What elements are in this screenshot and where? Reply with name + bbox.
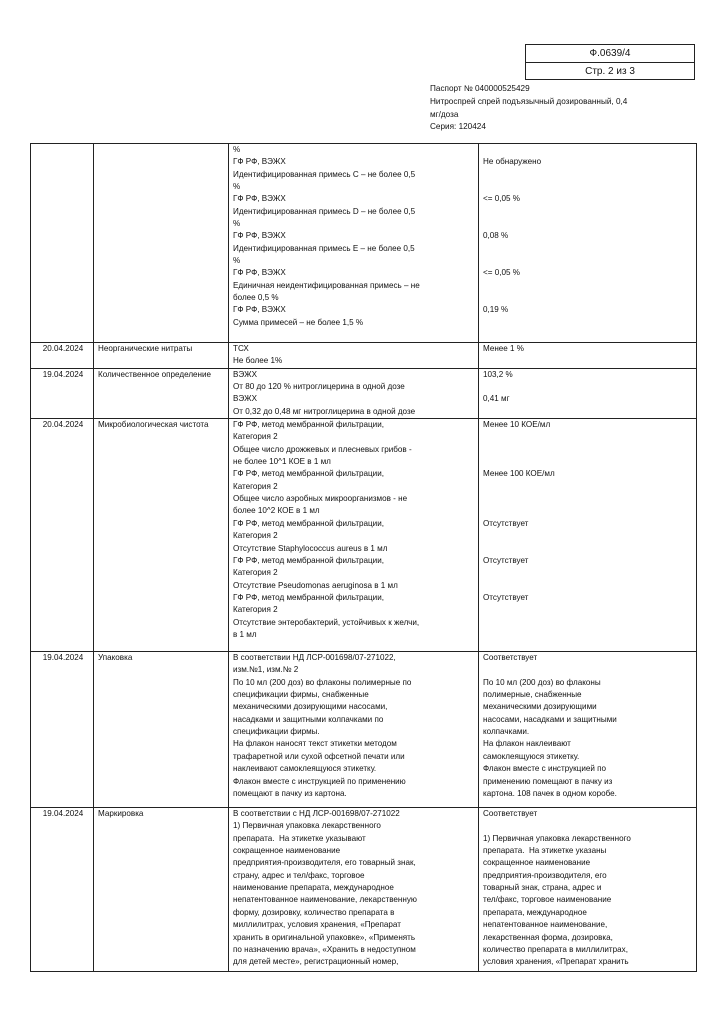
test-specification (229, 343, 479, 369)
spec-line: ГФ РФ, ВЭЖХ (233, 231, 286, 241)
spec-line: % (233, 182, 241, 192)
result-line (483, 255, 694, 267)
result-line: Флакон вместе с инструкцией по (483, 764, 606, 774)
test-result (479, 368, 697, 418)
result-line (483, 206, 694, 218)
result-line (483, 543, 694, 555)
test-specification (229, 144, 479, 343)
result-line (483, 169, 694, 181)
table-row (31, 419, 697, 652)
spec-line: непатентованное наименование, лекарственную (233, 895, 417, 905)
test-name: Упаковка (94, 652, 229, 808)
test-result (479, 652, 697, 808)
result-line (483, 629, 694, 641)
spec-line: Не более 1% (233, 356, 283, 366)
result-line (483, 481, 694, 493)
result-line (483, 280, 694, 292)
result-line (483, 456, 694, 468)
test-specification (229, 808, 479, 972)
spec-line: миллилитрах, условия хранения, «Препарат (233, 920, 401, 930)
result-line: картона. 108 пачек в одном коробе. (483, 788, 617, 798)
spec-line: Отсутствие Pseudomonas aeruginosa в 1 мл (233, 580, 398, 590)
page-number: Стр. 2 из 3 (585, 66, 635, 77)
result-line (483, 406, 694, 418)
spec-line: наклеивают самоклеящуюся этикетку. (233, 764, 377, 774)
spec-line: форму, дозировку, количество препарата в (233, 907, 395, 917)
spec-line: ВЭЖХ (233, 369, 257, 379)
result-line: <= 0,05 % (483, 194, 520, 204)
result-line: Не обнаружено (483, 157, 542, 167)
result-line (483, 493, 694, 505)
result-line: насосами, насадками и защитными (483, 714, 617, 724)
test-date: 19.04.2024 (31, 808, 94, 972)
result-line: условия хранения, «Препарат хранить (483, 957, 629, 967)
test-name: Микробиологическая чистота (94, 419, 229, 652)
result-line: колпачками. (483, 727, 530, 737)
passport-number: Паспорт № 040000525429 (430, 84, 530, 93)
result-line (483, 820, 694, 832)
spec-line: помещают в пачку из картона. (233, 788, 347, 798)
test-date: 19.04.2024 (31, 368, 94, 418)
passport-header (430, 83, 660, 134)
result-line (483, 604, 694, 616)
result-line (483, 617, 694, 629)
result-line: Менее 100 КОЕ/мл (483, 469, 555, 479)
spec-line: наименование препарата, международное (233, 883, 394, 893)
result-line: тел/факс, торговое наименование (483, 895, 612, 905)
spec-line: трафаретной или сухой офсетной печати или (233, 751, 405, 761)
result-line (483, 664, 694, 676)
result-line (483, 243, 694, 255)
result-line (483, 292, 694, 304)
test-results-table (30, 143, 697, 972)
spec-line: ГФ РФ, ВЭЖХ (233, 305, 286, 315)
test-date: 20.04.2024 (31, 343, 94, 369)
result-line: самоклеящуюся этикетку. (483, 751, 580, 761)
spec-line: 1) Первичная упаковка лекарственного (233, 821, 381, 831)
product-name: Нитроспрей спрей подъязычный дозированный, 0,4 (430, 96, 628, 106)
result-line: применению помещают в пачку из (483, 776, 613, 786)
spec-line: Категория 2 (233, 481, 278, 491)
spec-line: насадками и защитными колпачками по (233, 714, 384, 724)
spec-line: по назначению врача», «Хранить в недоступном (233, 944, 416, 954)
spec-line: ГФ РФ, метод мембранной фильтрации, (233, 420, 384, 430)
spec-line: хранить в оригинальной упаковке», «Применять (233, 932, 416, 942)
result-line: Отсутствует (483, 592, 529, 602)
batch-number: Серия: 120424 (430, 122, 486, 132)
result-line (483, 567, 694, 579)
table-row (31, 652, 697, 808)
result-line: 0,19 % (483, 305, 509, 315)
table-row (31, 144, 697, 343)
test-name: Неорганические нитраты (94, 343, 229, 369)
result-line: Соответствует (483, 653, 538, 663)
spec-line: предприятия-производителя, его товарный знак, (233, 858, 416, 868)
form-number-box (525, 44, 695, 80)
result-line: сокращенное наименование (483, 858, 591, 868)
spec-line: Идентифицированная примесь Е – не более 0,5 (233, 243, 415, 253)
spec-line: В соответствии НД ЛСР-001698/07-271022, (233, 653, 396, 663)
result-line: По 10 мл (200 доз) во флаконы (483, 677, 601, 687)
table-row (31, 343, 697, 369)
table-row (31, 368, 697, 418)
result-line: непатентованное наименование, (483, 920, 608, 930)
result-line: 1) Первичная упаковка лекарственного (483, 833, 631, 843)
spec-line: страну, адрес и тел/факс, торговое (233, 870, 365, 880)
test-date (31, 144, 94, 343)
spec-line: От 0,32 до 0,48 мг нитроглицерина в одной дозе (233, 406, 416, 416)
spec-line: В соответствии с НД ЛСР-001698/07-271022 (233, 809, 400, 819)
result-line: препарата, международное (483, 907, 587, 917)
test-result (479, 343, 697, 369)
spec-line: Отсутствие Staphylococcus aureus в 1 мл (233, 543, 388, 553)
test-name: Количественное определение (94, 368, 229, 418)
spec-line: Идентифицированная примесь С – не более 0,5 (233, 169, 416, 179)
spec-line: ВЭЖХ (233, 394, 257, 404)
result-line (483, 181, 694, 193)
test-date: 19.04.2024 (31, 652, 94, 808)
result-line: лекарственная форма, дозировка, (483, 932, 613, 942)
spec-line: ТСХ (233, 344, 249, 353)
spec-line: Идентифицированная примесь D – не более 0,5 (233, 206, 416, 216)
test-date: 20.04.2024 (31, 419, 94, 652)
spec-line: Категория 2 (233, 531, 278, 541)
result-line (483, 444, 694, 456)
result-line: 0,08 % (483, 231, 509, 241)
result-line: Менее 1 % (483, 344, 525, 353)
form-number: Ф.0639/4 (526, 45, 694, 63)
spec-line: механическими дозирующими насосами, (233, 702, 388, 712)
test-name: Маркировка (94, 808, 229, 972)
test-name (94, 144, 229, 343)
result-line: Отсутствует (483, 518, 529, 528)
result-line (483, 317, 694, 329)
test-specification (229, 368, 479, 418)
spec-line: От 80 до 120 % нитроглицерина в одной дозе (233, 382, 405, 392)
result-line: полимерные, снабженные (483, 690, 582, 700)
spec-line: ГФ РФ, ВЭЖХ (233, 157, 286, 167)
spec-line: Сумма примесей – не более 1,5 % (233, 317, 364, 327)
table-row (31, 808, 697, 972)
test-result (479, 808, 697, 972)
test-specification (229, 652, 479, 808)
spec-line: % (233, 256, 241, 266)
result-line: механическими дозирующими (483, 702, 597, 712)
result-line (483, 381, 694, 393)
result-line (483, 431, 694, 443)
result-line: Отсутствует (483, 555, 529, 565)
spec-line: более 0,5 % (233, 293, 279, 303)
product-dose: мг/доза (430, 109, 459, 119)
result-line (483, 530, 694, 542)
result-line: предприятия-производителя, его (483, 870, 607, 880)
spec-line: Общее число дрожжевых и плесневых грибов - (233, 444, 412, 454)
spec-line: спецификации фирмы, снабженные (233, 690, 369, 700)
result-line: 0,41 мг (483, 394, 510, 404)
spec-line: препарата. На этикетке указывают (233, 833, 366, 843)
result-line: препарата. На этикетке указаны (483, 846, 607, 856)
spec-line: спецификации фирмы. (233, 727, 320, 737)
result-line: На флакон наклеивают (483, 739, 571, 749)
spec-line: ГФ РФ, метод мембранной фильтрации, (233, 469, 384, 479)
result-line: Соответствует (483, 809, 538, 819)
spec-line: Единичная неидентифицированная примесь – не (233, 280, 420, 290)
spec-line: ГФ РФ, метод мембранной фильтрации, (233, 518, 384, 528)
spec-line: не более 10^1 КОЕ в 1 мл (233, 457, 331, 467)
spec-line: Категория 2 (233, 568, 278, 578)
spec-line: По 10 мл (200 доз) во флаконы полимерные по (233, 677, 412, 687)
result-line (483, 580, 694, 592)
spec-line: Флакон вместе с инструкцией по применению (233, 776, 406, 786)
test-specification (229, 419, 479, 652)
spec-line: Отсутствие энтеробактерий, устойчивых к желчи, (233, 617, 420, 627)
test-result (479, 419, 697, 652)
spec-line: % (233, 145, 241, 154)
spec-line: Общее число аэробных микроорганизмов - не (233, 494, 408, 504)
spec-line: более 10^2 КОЕ в 1 мл (233, 506, 320, 516)
result-line: 103,2 % (483, 369, 513, 379)
result-line: товарный знак, страна, адрес и (483, 883, 602, 893)
spec-line: ГФ РФ, метод мембранной фильтрации, (233, 592, 384, 602)
spec-line: Категория 2 (233, 432, 278, 442)
test-result (479, 144, 697, 343)
spec-line: ГФ РФ, метод мембранной фильтрации, (233, 555, 384, 565)
spec-line: в 1 мл (233, 629, 257, 639)
result-line: <= 0,05 % (483, 268, 520, 278)
spec-line: Категория 2 (233, 605, 278, 615)
result-line (483, 218, 694, 230)
spec-line: изм.№1, изм.№ 2 (233, 665, 299, 675)
spec-line: % (233, 219, 241, 229)
result-line: Менее 10 КОЕ/мл (483, 420, 551, 430)
spec-line: для детей месте», регистрационный номер, (233, 957, 399, 967)
spec-line: ГФ РФ, ВЭЖХ (233, 194, 286, 204)
result-line: количество препарата в миллилитрах, (483, 944, 628, 954)
spec-line: ГФ РФ, ВЭЖХ (233, 268, 286, 278)
result-line (483, 505, 694, 517)
spec-line: На флакон наносят текст этикетки методом (233, 739, 397, 749)
result-line (483, 144, 694, 156)
spec-line: сокращенное наименование (233, 846, 341, 856)
